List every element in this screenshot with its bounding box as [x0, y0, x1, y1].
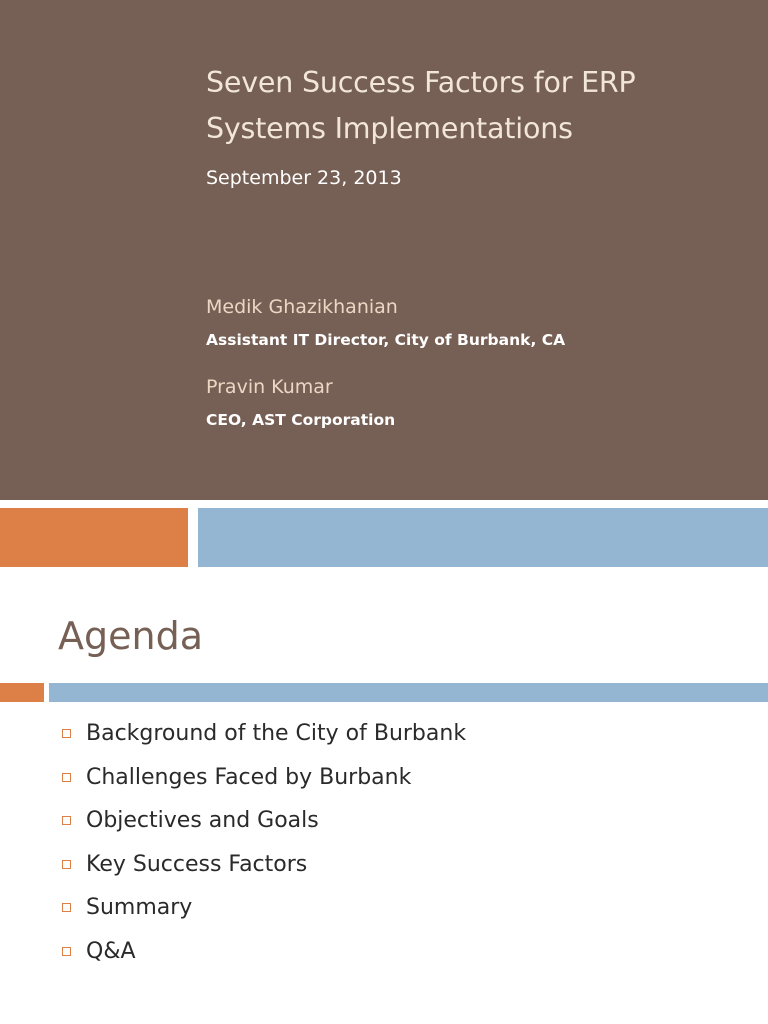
agenda-item-text: Background of the City of Burbank — [86, 721, 467, 747]
agenda-item-text: Key Success Factors — [86, 851, 308, 877]
agenda-item — [62, 843, 466, 887]
title-accent-orange-bar — [0, 508, 188, 567]
agenda-accent-orange-bar — [0, 683, 44, 702]
slide-title-line-1: Seven Success Factors for ERP — [206, 66, 636, 99]
title-accent-blue-bar — [198, 508, 768, 567]
square-bullet-icon — [62, 816, 71, 825]
agenda-item — [62, 886, 466, 930]
presenter-1-role: Assistant IT Director, City of Burbank, CA — [206, 331, 566, 349]
agenda-item-text: Objectives and Goals — [86, 808, 319, 834]
slide-title — [206, 60, 746, 152]
agenda-item — [62, 930, 466, 974]
square-bullet-icon — [62, 729, 71, 738]
square-bullet-icon — [62, 860, 71, 869]
slide-title-line-2: Systems Implementations — [206, 112, 573, 145]
presenter-2-name: Pravin Kumar — [206, 376, 333, 398]
square-bullet-icon — [62, 947, 71, 956]
agenda-item-text: Challenges Faced by Burbank — [86, 764, 412, 790]
agenda-item — [62, 799, 466, 843]
agenda-list — [62, 712, 466, 973]
agenda-item-text: Summary — [86, 895, 193, 921]
square-bullet-icon — [62, 903, 71, 912]
agenda-item — [62, 756, 466, 800]
slide-divider — [0, 500, 768, 508]
agenda-heading: Agenda — [58, 614, 203, 658]
agenda-item-text: Q&A — [86, 938, 136, 964]
square-bullet-icon — [62, 773, 71, 782]
agenda-accent-blue-bar — [49, 683, 768, 702]
presenter-2-role: CEO, AST Corporation — [206, 411, 396, 429]
presentation-date: September 23, 2013 — [206, 167, 402, 189]
presenter-1-name: Medik Ghazikhanian — [206, 296, 398, 318]
agenda-item — [62, 712, 466, 756]
